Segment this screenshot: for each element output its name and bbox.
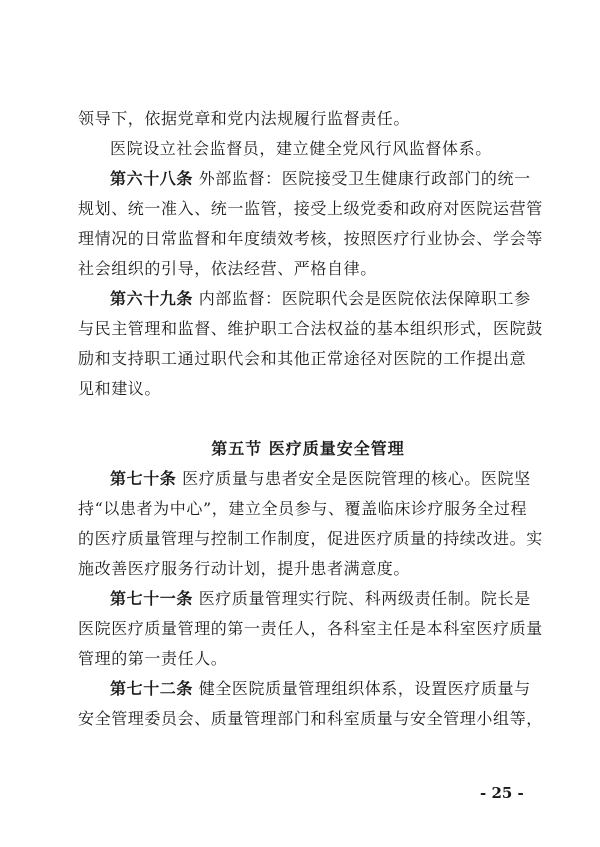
text-line: 持“以患者为中心”，建立全员参与、覆盖临床诊疗服务全过程 (78, 499, 528, 518)
article-71-first-line (78, 584, 538, 614)
text-line: 规划、统一准入、统一监管，接受上级党委和政府对医院运营管 (78, 199, 543, 218)
article-70-heading: 第七十条 (110, 469, 177, 488)
text-line: 理情况的日常监督和年度绩效考核，按照医疗行业协会、学会等 (78, 229, 543, 248)
document-body (78, 104, 543, 734)
section-5-title: 第五节 医疗质量安全管理 (211, 439, 405, 458)
text-line: 领导下，依据党章和党内法规履行监督责任。 (78, 109, 411, 128)
text-line: 管理的第一责任人。 (78, 649, 228, 668)
text-line: 与民主管理和监督、维护职工合法权益的基本组织形式，医院鼓 (78, 319, 543, 338)
article-68-text: 外部监督：医院接受卫生健康行政部门的统一 (193, 169, 531, 188)
article-68-first-line (78, 164, 538, 194)
paragraph-social-supervisor: 医院设立社会监督员，建立健全党风行风监督体系。 (110, 139, 492, 158)
article-71-text: 医疗质量管理实行院、科两级责任制。院长是 (193, 589, 531, 608)
article-69-heading: 第六十九条 (110, 289, 194, 308)
article-69-first-line (78, 284, 538, 314)
text-line: 施改善医疗服务行动计划，提升患者满意度。 (78, 559, 411, 578)
article-72-text: 健全医院质量管理组织体系，设置医疗质量与 (193, 679, 531, 698)
article-69-text: 内部监督：医院职代会是医院依法保障职工参 (193, 289, 531, 308)
article-72-first-line (78, 674, 538, 704)
article-72-heading: 第七十二条 (110, 679, 194, 698)
text-line: 励和支持职工通过职代会和其他正常途径对医院的工作提出意 (78, 349, 527, 368)
article-71-heading: 第七十一条 (110, 589, 194, 608)
text-line: 社会组织的引导，依法经营、严格自律。 (78, 259, 377, 278)
text-line: 医院医疗质量管理的第一责任人，各科室主任是本科室医疗质量 (78, 619, 543, 638)
article-70-first-line (78, 464, 538, 494)
text-line: 的医疗质量管理与控制工作制度，促进医疗质量的持续改进。实 (78, 529, 543, 548)
text-line: 安全管理委员会、质量管理部门和科室质量与安全管理小组等， (78, 709, 543, 728)
article-70-text: 医疗质量与患者安全是医院管理的核心。医院坚 (176, 469, 531, 488)
text-line: 见和建议。 (78, 379, 162, 398)
page-number: - 25 - (480, 784, 524, 802)
article-68-heading: 第六十八条 (110, 169, 194, 188)
